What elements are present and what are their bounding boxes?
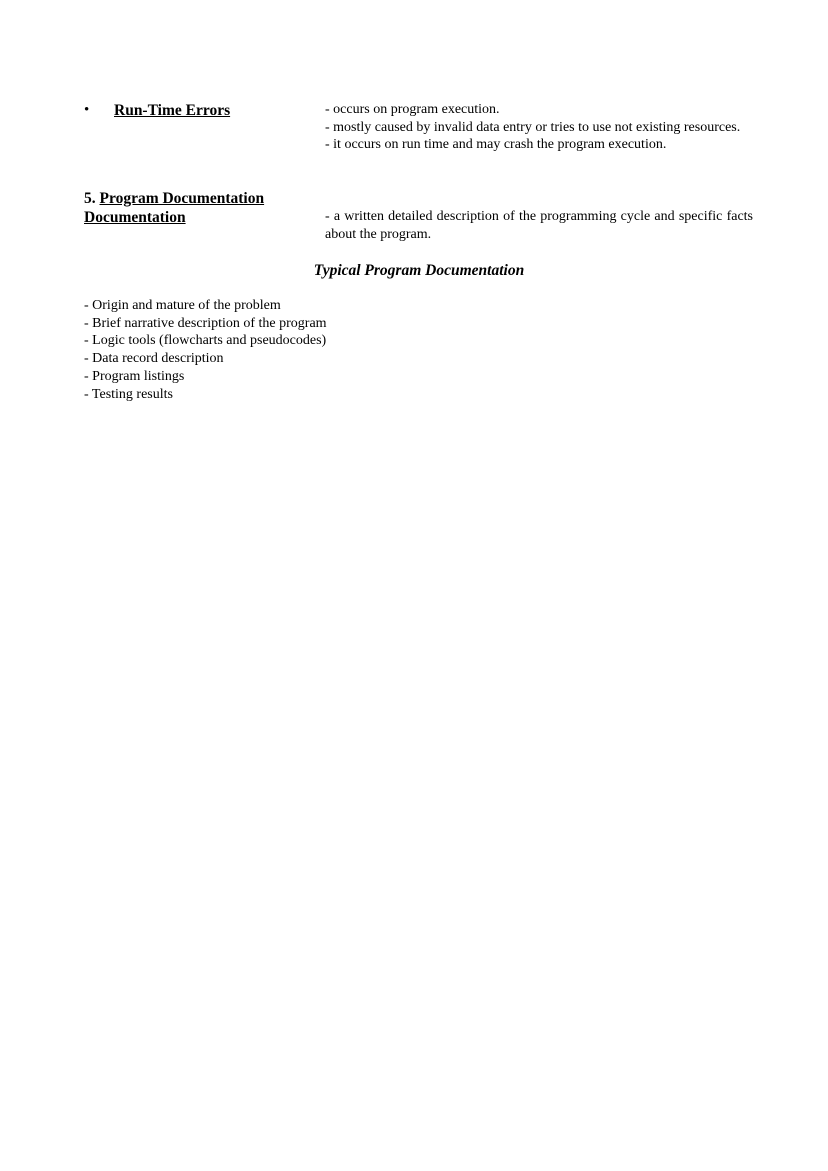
documentation-definition-text: - a written detailed description of the programming cycle and specific facts about the program.	[325, 209, 753, 242]
runtime-errors-term: Run-Time Errors	[114, 102, 231, 119]
bullet-marker: •	[84, 102, 90, 118]
list-item: - Testing results	[84, 386, 173, 402]
runtime-errors-description	[325, 101, 753, 154]
list-item: - Origin and mature of the problem	[84, 298, 281, 313]
runtime-desc-line: - occurs on program execution.	[325, 102, 500, 117]
list-item: - Program listings	[84, 368, 185, 384]
section-number: 5.	[84, 190, 96, 207]
section-title: Program Documentation	[99, 190, 265, 207]
list-item: - Logic tools (flowcharts and pseudocodes)	[84, 333, 327, 349]
list-item: - Brief narrative description of the program	[84, 315, 327, 331]
typical-documentation-title: Typical Program Documentation	[313, 262, 525, 279]
runtime-desc-line: - mostly caused by invalid data entry or tries to use not existing resources.	[325, 119, 741, 135]
section-heading	[84, 189, 264, 208]
list-item: - Data record description	[84, 351, 224, 367]
documentation-term: Documentation	[84, 209, 186, 226]
typical-documentation-list	[84, 297, 327, 403]
runtime-desc-line: - it occurs on run time and may crash the program execution.	[325, 137, 667, 152]
documentation-definition	[325, 208, 753, 243]
